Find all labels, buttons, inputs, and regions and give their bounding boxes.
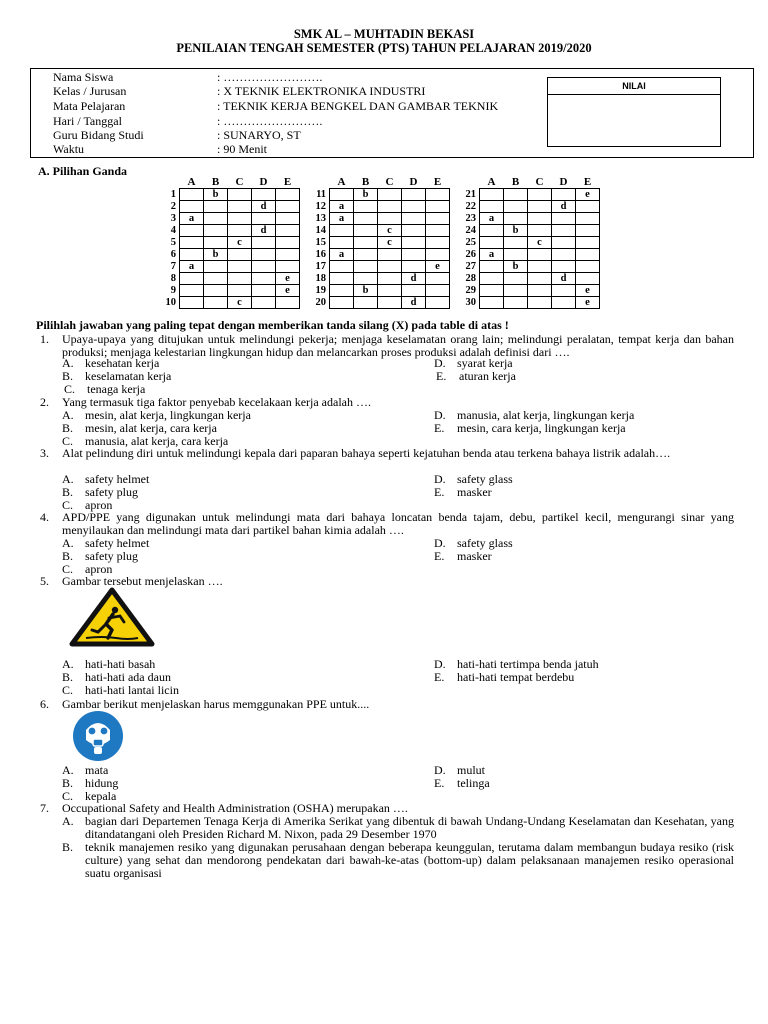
info-label: Guru Bidang Studi <box>53 128 144 142</box>
answer-cell[interactable] <box>378 189 402 201</box>
answer-cell[interactable] <box>552 297 576 309</box>
option-e[interactable]: E. hati-hati tempat berdebu <box>434 670 575 684</box>
answer-cell[interactable]: a <box>480 249 504 261</box>
answer-cell[interactable] <box>180 285 204 297</box>
option-d[interactable]: D. safety glass <box>434 536 513 550</box>
answer-cell[interactable] <box>528 261 552 273</box>
answer-column-header: A <box>337 176 346 188</box>
answer-row <box>450 213 600 225</box>
answer-number: 3 <box>170 213 176 224</box>
answer-cell[interactable]: e <box>276 273 300 285</box>
option-b[interactable]: B. keselamatan kerja <box>62 369 172 383</box>
answer-cell[interactable] <box>276 189 300 201</box>
answer-column-header: E <box>433 176 442 188</box>
answer-cell[interactable]: e <box>276 285 300 297</box>
answer-column-header: B <box>361 176 370 188</box>
answer-cell[interactable] <box>228 285 252 297</box>
answer-cell[interactable]: d <box>552 201 576 213</box>
answer-cell[interactable] <box>552 261 576 273</box>
question-text: APD/PPE yang digunakan untuk melindungi mata dari bahaya loncatan benda tajam, debu, partikel kecil, mengurangi sinar yang menyilaukan dan melindungi mata dari partikel bahan kimia adalah …. <box>62 510 734 537</box>
answer-cell[interactable]: d <box>252 225 276 237</box>
answer-cell[interactable] <box>378 285 402 297</box>
answer-cell[interactable] <box>180 273 204 285</box>
answer-row <box>300 249 450 261</box>
info-value: : SUNARYO, ST <box>217 128 301 142</box>
answer-number: 10 <box>165 297 176 308</box>
answer-number: 15 <box>315 237 326 248</box>
answer-row <box>300 189 450 201</box>
info-value[interactable]: : ……………………. <box>217 70 323 84</box>
answer-cell[interactable] <box>204 201 228 213</box>
answer-cell[interactable]: a <box>330 249 354 261</box>
answer-cell[interactable] <box>204 213 228 225</box>
option-d[interactable]: D. mulut <box>434 763 486 777</box>
answer-cell[interactable] <box>252 261 276 273</box>
option-d[interactable]: D. manusia, alat kerja, lingkungan kerja <box>434 408 635 422</box>
answer-row <box>150 273 300 285</box>
answer-cell[interactable]: a <box>180 261 204 273</box>
answer-number: 19 <box>315 285 326 296</box>
answer-column-header: E <box>283 176 292 188</box>
exam-title: PENILAIAN TENGAH SEMESTER (PTS) TAHUN PELAJARAN 2019/2020 <box>176 41 592 55</box>
answer-cell[interactable] <box>528 273 552 285</box>
gas-mask-mandatory-icon <box>72 710 124 762</box>
answer-cell[interactable] <box>354 261 378 273</box>
question-number: 3. <box>40 446 49 460</box>
answer-cell[interactable] <box>180 189 204 201</box>
option-a[interactable]: A. kesehatan kerja <box>62 356 160 370</box>
answer-cell[interactable] <box>354 297 378 309</box>
answer-cell[interactable] <box>180 225 204 237</box>
answer-cell[interactable] <box>228 213 252 225</box>
answer-cell[interactable] <box>204 261 228 273</box>
answer-cell[interactable] <box>378 273 402 285</box>
slippery-floor-warning-icon <box>68 586 156 648</box>
answer-cell[interactable] <box>204 237 228 249</box>
answer-cell[interactable] <box>330 225 354 237</box>
answer-number: 5 <box>170 237 176 248</box>
answer-row <box>150 297 300 309</box>
answer-cell[interactable] <box>504 285 528 297</box>
answer-cell[interactable] <box>252 273 276 285</box>
answer-cell[interactable] <box>528 249 552 261</box>
question-number: 5. <box>40 574 49 588</box>
answer-cell[interactable]: b <box>354 189 378 201</box>
option-a[interactable]: A. hati-hati basah <box>62 657 156 671</box>
answer-cell[interactable] <box>504 213 528 225</box>
answer-cell[interactable] <box>528 297 552 309</box>
answer-cell[interactable] <box>480 237 504 249</box>
answer-cell[interactable]: b <box>204 189 228 201</box>
answer-column-header: E <box>583 176 592 188</box>
answer-cell[interactable] <box>552 249 576 261</box>
student-info-box <box>30 68 754 158</box>
info-label: Nama Siswa <box>53 70 114 84</box>
option-e[interactable]: E. telinga <box>434 776 490 790</box>
answer-cell[interactable] <box>180 249 204 261</box>
option-e[interactable]: E. masker <box>434 549 492 563</box>
answer-cell[interactable] <box>276 201 300 213</box>
answer-cell[interactable] <box>378 249 402 261</box>
option-a[interactable]: A. mesin, alat kerja, lingkungan kerja <box>62 408 251 422</box>
answer-cell[interactable] <box>228 189 252 201</box>
option-b[interactable]: teknik manajemen resiko yang digunakan perusahaan dengan beberapa keunggulan, terutama dalam membangun budaya resiko (risk culture) yang sehat dan mendorong pendekatan dari bawah-ke-atas (bottom-up) dalam pelaksanaan manajemen resiko operasional suatu organisasi <box>85 840 734 880</box>
answer-cell[interactable] <box>330 237 354 249</box>
answer-column-header: C <box>385 176 394 188</box>
answer-row <box>450 261 600 273</box>
answer-cell[interactable] <box>252 213 276 225</box>
section-a-title: A. Pilihan Ganda <box>38 164 128 178</box>
answer-row <box>450 297 600 309</box>
answer-cell[interactable] <box>504 273 528 285</box>
option-d[interactable]: D. syarat kerja <box>434 356 513 370</box>
question-number: 6. <box>40 697 49 711</box>
answer-cell[interactable] <box>228 273 252 285</box>
answer-number: 13 <box>315 213 326 224</box>
answer-cell[interactable] <box>402 201 426 213</box>
answer-cell[interactable] <box>576 261 600 273</box>
answer-cell[interactable]: c <box>228 297 252 309</box>
answer-cell[interactable] <box>426 237 450 249</box>
answer-number: 22 <box>465 201 476 212</box>
option-letter[interactable]: A. <box>62 814 74 828</box>
info-value: : X TEKNIK ELEKTRONIKA INDUSTRI <box>217 84 426 98</box>
answer-cell[interactable]: c <box>228 237 252 249</box>
answer-cell[interactable] <box>180 297 204 309</box>
answer-cell[interactable] <box>480 285 504 297</box>
answer-cell[interactable] <box>504 249 528 261</box>
instruction: Pilihlah jawaban yang paling tepat dengan memberikan tanda silang (X) pada table di atas ! <box>36 318 509 332</box>
answer-row <box>300 297 450 309</box>
answer-cell[interactable]: d <box>402 273 426 285</box>
answer-row <box>150 249 300 261</box>
answer-number: 16 <box>315 249 326 260</box>
answer-cell[interactable] <box>402 261 426 273</box>
answer-cell[interactable] <box>330 297 354 309</box>
answer-column-header: A <box>487 176 496 188</box>
answer-cell[interactable] <box>252 285 276 297</box>
answer-cell[interactable] <box>252 249 276 261</box>
info-label: Waktu <box>53 142 85 156</box>
answer-cell[interactable] <box>330 273 354 285</box>
answer-cell[interactable] <box>180 201 204 213</box>
answer-row <box>300 225 450 237</box>
answer-row <box>150 189 300 201</box>
score-box[interactable] <box>547 77 721 147</box>
answer-cell[interactable] <box>204 285 228 297</box>
answer-row <box>450 273 600 285</box>
option-c[interactable]: C. kepala <box>62 789 117 803</box>
answer-number: 29 <box>465 285 476 296</box>
option-b[interactable]: B. hati-hati ada daun <box>62 670 171 684</box>
answer-row <box>300 273 450 285</box>
answer-cell[interactable] <box>378 201 402 213</box>
answer-row <box>300 261 450 273</box>
option-d[interactable]: D. hati-hati tertimpa benda jatuh <box>434 657 599 671</box>
answer-cell[interactable] <box>276 225 300 237</box>
answer-cell[interactable]: a <box>330 201 354 213</box>
answer-cell[interactable]: c <box>528 237 552 249</box>
answer-cell[interactable] <box>354 273 378 285</box>
answer-row <box>300 213 450 225</box>
question-number: 1. <box>40 332 49 346</box>
answer-column-header: C <box>235 176 244 188</box>
answer-cell[interactable] <box>552 237 576 249</box>
option-c[interactable]: C. manusia, alat kerja, cara kerja <box>62 434 229 448</box>
answer-number: 18 <box>315 273 326 284</box>
answer-cell[interactable] <box>504 237 528 249</box>
option-b[interactable]: B. safety plug <box>62 549 138 563</box>
answer-row <box>450 189 600 201</box>
answer-cell[interactable] <box>480 261 504 273</box>
answer-cell[interactable]: a <box>180 213 204 225</box>
answer-cell[interactable]: d <box>402 297 426 309</box>
answer-cell[interactable] <box>228 249 252 261</box>
info-label: Mata Pelajaran <box>53 99 126 113</box>
answer-cell[interactable] <box>552 225 576 237</box>
answer-cell[interactable] <box>354 213 378 225</box>
answer-cell[interactable] <box>378 213 402 225</box>
answer-cell[interactable] <box>204 273 228 285</box>
answer-number: 4 <box>170 225 176 236</box>
answer-cell[interactable] <box>480 297 504 309</box>
answer-row <box>150 201 300 213</box>
answer-cell[interactable] <box>552 213 576 225</box>
answer-cell[interactable] <box>576 201 600 213</box>
answer-number: 8 <box>170 273 176 284</box>
answer-cell[interactable]: d <box>252 201 276 213</box>
school-name: SMK AL – MUHTADIN BEKASI <box>293 27 475 41</box>
answer-cell[interactable] <box>354 249 378 261</box>
answer-cell[interactable] <box>228 201 252 213</box>
answer-cell[interactable]: c <box>378 225 402 237</box>
answer-cell[interactable] <box>576 225 600 237</box>
answer-column-header: D <box>559 176 568 188</box>
option-a[interactable]: A. mata <box>62 763 109 777</box>
option-d[interactable]: D. safety glass <box>434 472 513 486</box>
answer-cell[interactable] <box>330 189 354 201</box>
answer-cell[interactable] <box>426 297 450 309</box>
answer-number: 23 <box>465 213 476 224</box>
answer-row <box>300 285 450 297</box>
answer-number: 7 <box>170 261 176 272</box>
answer-row <box>150 261 300 273</box>
answer-number: 14 <box>315 225 326 236</box>
answer-row <box>450 249 600 261</box>
option-a[interactable]: A. safety helmet <box>62 536 150 550</box>
answer-row <box>150 225 300 237</box>
answer-grid-11-20 <box>300 177 450 309</box>
answer-cell[interactable] <box>480 189 504 201</box>
answer-row <box>450 285 600 297</box>
answer-cell[interactable] <box>480 273 504 285</box>
answer-cell[interactable] <box>204 297 228 309</box>
question-text: Occupational Safety and Health Administration (OSHA) merupakan …. <box>62 801 408 815</box>
answer-cell[interactable] <box>402 213 426 225</box>
answer-number: 11 <box>316 189 326 200</box>
answer-cell[interactable] <box>528 189 552 201</box>
answer-cell[interactable] <box>228 261 252 273</box>
answer-cell[interactable] <box>402 237 426 249</box>
answer-row <box>150 285 300 297</box>
answer-cell[interactable]: e <box>576 189 600 201</box>
answer-cell[interactable] <box>204 225 228 237</box>
option-letter[interactable]: B. <box>62 840 74 854</box>
score-label: NILAI <box>548 78 720 95</box>
answer-number: 27 <box>465 261 476 272</box>
answer-cell[interactable]: b <box>204 249 228 261</box>
answer-number: 2 <box>170 201 176 212</box>
answer-cell[interactable] <box>252 237 276 249</box>
option-c[interactable]: C. hati-hati lantai licin <box>62 683 179 697</box>
answer-cell[interactable] <box>276 237 300 249</box>
answer-cell[interactable] <box>552 285 576 297</box>
answer-cell[interactable] <box>252 189 276 201</box>
answer-number: 26 <box>465 249 476 260</box>
answer-cell[interactable] <box>426 285 450 297</box>
option-e[interactable]: E. aturan kerja <box>436 369 516 383</box>
answer-row <box>300 237 450 249</box>
answer-number: 17 <box>315 261 326 272</box>
answer-cell[interactable] <box>552 189 576 201</box>
answer-cell[interactable] <box>576 249 600 261</box>
answer-number: 9 <box>170 285 176 296</box>
option-c[interactable]: C. tenaga kerja <box>64 382 146 396</box>
answer-column-header: A <box>187 176 196 188</box>
answer-cell[interactable]: b <box>504 261 528 273</box>
answer-cell[interactable] <box>330 261 354 273</box>
answer-cell[interactable]: c <box>378 237 402 249</box>
option-b[interactable]: B. mesin, alat kerja, cara kerja <box>62 421 217 435</box>
question-text: Gambar tersebut menjelaskan …. <box>62 574 223 588</box>
answer-cell[interactable] <box>426 201 450 213</box>
question-text: Upaya-upaya yang ditujukan untuk melindungi pekerja; menjaga keselamatan orang lain; melindungi peralatan, tempat kerja dan bahan produksi; menjaga kelestarian lingkungan hidup dan melancarkan proses produksi adalah definisi dari …. <box>62 332 734 359</box>
answer-row <box>150 213 300 225</box>
answer-number: 28 <box>465 273 476 284</box>
info-label: Hari / Tanggal <box>53 114 122 128</box>
answer-cell[interactable]: a <box>480 213 504 225</box>
answer-cell[interactable] <box>426 213 450 225</box>
info-label: Kelas / Jurusan <box>53 84 127 98</box>
answer-grid-1-10 <box>150 177 300 309</box>
question-number: 2. <box>40 395 49 409</box>
answer-cell[interactable] <box>276 213 300 225</box>
answer-cell[interactable] <box>402 225 426 237</box>
question-text: Alat pelindung diri untuk melindungi kepala dari paparan bahaya seperti kejatuhan benda atau terkena bahaya listrik adalah…. <box>62 446 671 460</box>
option-c[interactable]: C. apron <box>62 498 113 512</box>
answer-cell[interactable] <box>354 237 378 249</box>
answer-row <box>450 225 600 237</box>
answer-cell[interactable]: e <box>576 297 600 309</box>
answer-cell[interactable] <box>576 213 600 225</box>
info-value: : TEKNIK KERJA BENGKEL DAN GAMBAR TEKNIK <box>217 99 499 113</box>
question-number: 4. <box>40 510 49 524</box>
answer-cell[interactable] <box>180 237 204 249</box>
answer-number: 21 <box>465 189 476 200</box>
answer-column-header: D <box>409 176 418 188</box>
answer-cell[interactable] <box>228 225 252 237</box>
answer-cell[interactable] <box>276 297 300 309</box>
question-text: Gambar berikut menjelaskan harus memggunakan PPE untuk.... <box>62 697 370 711</box>
answer-cell[interactable] <box>480 225 504 237</box>
answer-cell[interactable] <box>276 261 300 273</box>
option-b[interactable]: B. hidung <box>62 776 119 790</box>
option-e[interactable]: E. mesin, cara kerja, lingkungan kerja <box>434 421 626 435</box>
answer-row <box>300 201 450 213</box>
answer-cell[interactable] <box>402 189 426 201</box>
answer-column-header: C <box>535 176 544 188</box>
answer-cell[interactable] <box>276 249 300 261</box>
answer-cell[interactable] <box>378 297 402 309</box>
answer-cell[interactable] <box>528 285 552 297</box>
answer-number: 24 <box>465 225 476 236</box>
answer-number: 1 <box>170 189 176 200</box>
answer-cell[interactable]: b <box>354 285 378 297</box>
answer-cell[interactable] <box>402 249 426 261</box>
answer-cell[interactable] <box>426 273 450 285</box>
answer-cell[interactable]: e <box>576 285 600 297</box>
answer-row <box>450 237 600 249</box>
answer-number: 12 <box>315 201 326 212</box>
info-value[interactable]: : ……………………. <box>217 114 323 128</box>
answer-column-header: B <box>211 176 220 188</box>
answer-cell[interactable] <box>480 201 504 213</box>
answer-cell[interactable] <box>504 201 528 213</box>
answer-cell[interactable] <box>504 189 528 201</box>
answer-cell[interactable] <box>426 225 450 237</box>
option-a[interactable]: A. safety helmet <box>62 472 150 486</box>
answer-cell[interactable] <box>402 285 426 297</box>
answer-row <box>150 237 300 249</box>
option-a[interactable]: bagian dari Departemen Tenaga Kerja di Amerika Serikat yang dibentuk di bawah Undang-Undang Keselamatan dan Kesehatan, yang ditandatangani oleh Presiden Richard M. Nixon, pada 29 Desember 1970 <box>85 814 734 841</box>
info-value: : 90 Menit <box>217 142 267 156</box>
answer-cell[interactable]: b <box>504 225 528 237</box>
answer-cell[interactable] <box>354 225 378 237</box>
answer-cell[interactable] <box>426 189 450 201</box>
answer-grid-21-30 <box>450 177 600 309</box>
answer-cell[interactable] <box>528 201 552 213</box>
answer-cell[interactable] <box>576 273 600 285</box>
answer-cell[interactable] <box>528 213 552 225</box>
answer-cell[interactable] <box>426 249 450 261</box>
answer-cell[interactable] <box>252 297 276 309</box>
answer-cell[interactable]: e <box>426 261 450 273</box>
answer-cell[interactable] <box>504 297 528 309</box>
answer-cell[interactable] <box>378 261 402 273</box>
answer-number: 25 <box>465 237 476 248</box>
answer-row <box>450 201 600 213</box>
answer-column-header: D <box>259 176 268 188</box>
answer-cell[interactable]: a <box>330 213 354 225</box>
answer-cell[interactable]: d <box>552 273 576 285</box>
question-number: 7. <box>40 801 49 815</box>
answer-cell[interactable] <box>576 237 600 249</box>
question-text: Yang termasuk tiga faktor penyebab kecelakaan kerja adalah …. <box>62 395 371 409</box>
option-b[interactable]: B. safety plug <box>62 485 138 499</box>
answer-number: 30 <box>465 297 476 308</box>
answer-number: 6 <box>170 249 176 260</box>
answer-cell[interactable] <box>330 285 354 297</box>
option-e[interactable]: E. masker <box>434 485 492 499</box>
option-c[interactable]: C. apron <box>62 562 113 576</box>
answer-column-header: B <box>511 176 520 188</box>
answer-cell[interactable] <box>354 201 378 213</box>
answer-cell[interactable] <box>528 225 552 237</box>
answer-number: 20 <box>315 297 326 308</box>
